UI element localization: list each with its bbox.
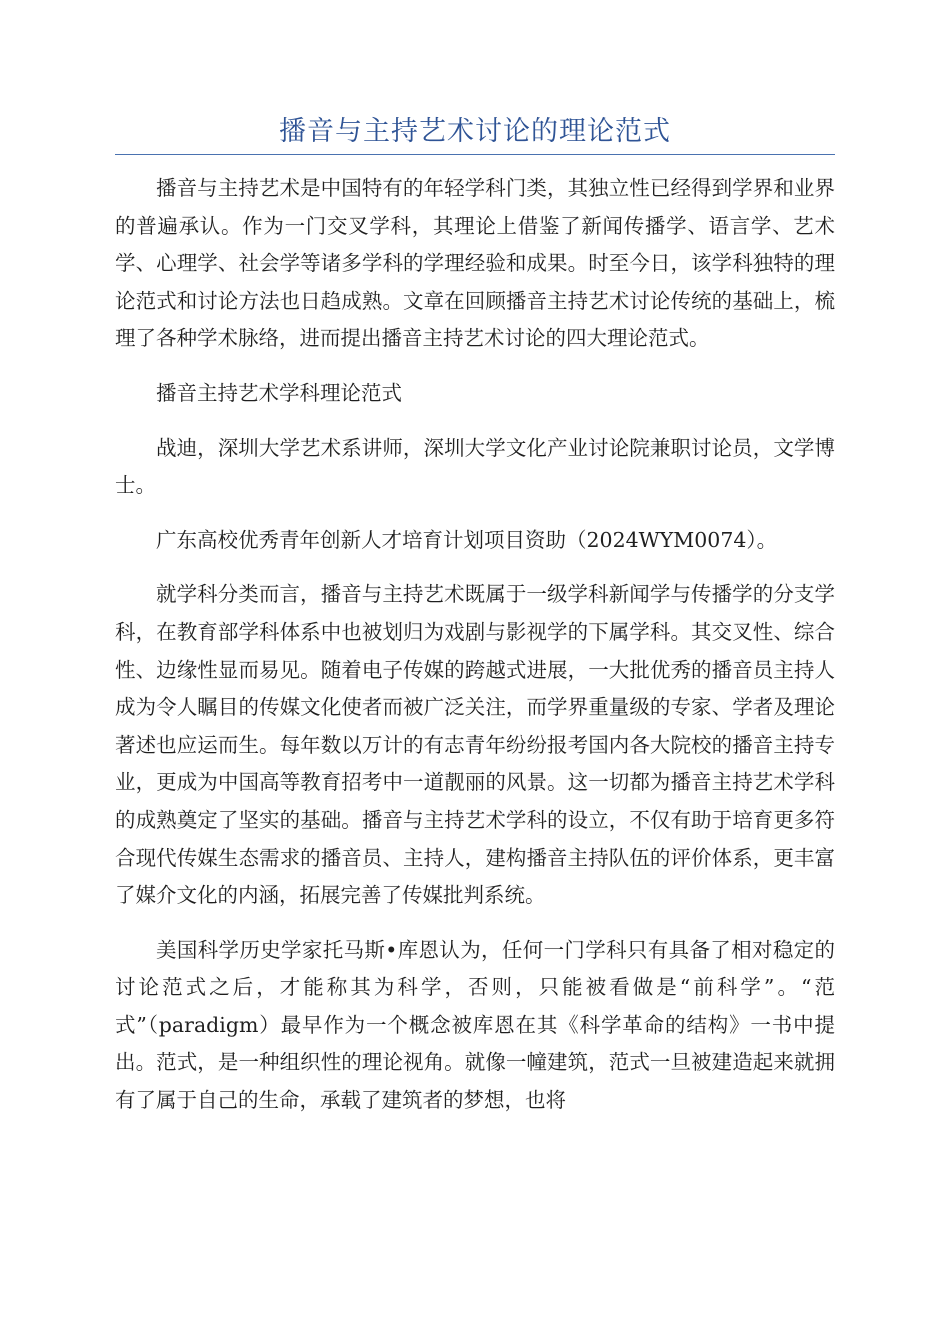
paragraph-paradigm: 美国科学历史学家托马斯•库恩认为，任何一门学科只有具备了相对稳定的讨论范式之后，才能称其为科学，否则，只能被看做是“前科学”。“范式”（paradigm）最早作为一个概念被库恩在其《科学革命的结构》一书中提出。范式，是一种组织性的理论视角。就像一幢建筑，范式一旦被建造起来就拥有了属于自己的生命，承载了建筑者的梦想，也将 <box>115 937 835 1113</box>
document-title: 播音与主持艺术讨论的理论范式 <box>279 116 671 147</box>
paragraph-keywords: 播音主持艺术学科理论范式 <box>156 380 402 405</box>
title-underline <box>115 154 835 155</box>
paragraph-discipline: 就学科分类而言，播音与主持艺术既属于一级学科新闻学与传播学的分支学科，在教育部学科体系中也被划归为戏剧与影视学的下属学科。其交叉性、综合性、边缘性显而易见。随着电子传媒的跨越式进展，一大批优秀的播音员主持人成为令人瞩目的传媒文化使者而被广泛关注，而学界重量级的专家、学者及理论著述也应运而生。每年数以万计的有志青年纷纷报考国内各大院校的播音主持专业，更成为中国高等教育招考中一道靓丽的风景。这一切都为播音主持艺术学科的成熟奠定了坚实的基础。播音与主持艺术学科的设立，不仅有助于培育更多符合现代传媒生态需求的播音员、主持人，建构播音主持队伍的评价体系，更丰富了媒介文化的内涵，拓展完善了传媒批判系统。 <box>115 582 835 908</box>
paragraph-author-info: 战迪，深圳大学艺术系讲师，深圳大学文化产业讨论院兼职讨论员，文学博士。 <box>115 435 835 498</box>
document-body <box>115 170 835 1137</box>
title-block <box>115 110 835 155</box>
paragraph-funding: 广东高校优秀青年创新人才培育计划项目资助（2024WYM0074）。 <box>156 527 778 552</box>
paragraph-abstract: 播音与主持艺术是中国特有的年轻学科门类，其独立性已经得到学界和业界的普遍承认。作为一门交叉学科，其理论上借鉴了新闻传播学、语言学、艺术学、心理学、社会学等诸多学科的学理经验和成果。时至今日，该学科独特的理论范式和讨论方法也日趋成熟。文章在回顾播音主持艺术讨论传统的基础上，梳理了各种学术脉络，进而提出播音主持艺术讨论的四大理论范式。 <box>115 176 835 351</box>
